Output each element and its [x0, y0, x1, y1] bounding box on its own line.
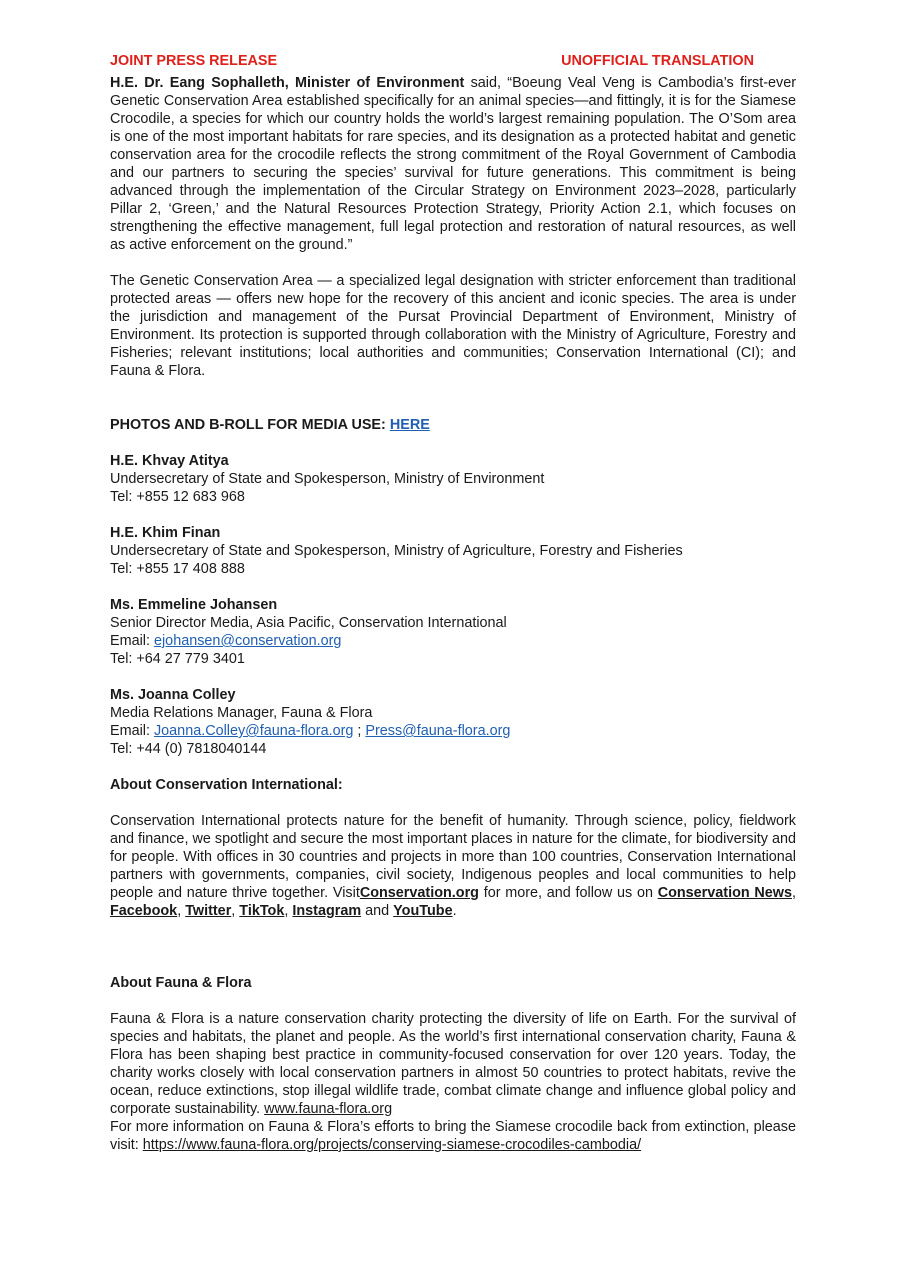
contact-email-line [110, 722, 796, 740]
about-ci-title: About Conservation International: [110, 777, 343, 793]
contact-email-line [110, 632, 796, 650]
email-link[interactable]: ejohansen@conservation.org [153, 633, 342, 649]
header-unofficial-translation: UNOFFICIAL TRANSLATION [561, 53, 754, 69]
youtube-link[interactable]: YouTube [393, 903, 453, 919]
media-line [110, 416, 796, 434]
contact-tel: Tel: +855 12 683 968 [110, 489, 245, 505]
fauna-flora-site-link[interactable]: www.fauna-flora.org [264, 1101, 393, 1117]
about-ci-end-text: . [452, 903, 457, 919]
about-ci-mid-text: for more, and follow us on [478, 885, 653, 901]
contact-tel: Tel: +44 (0) 7818040144 [110, 741, 267, 757]
contact-block [110, 452, 796, 506]
contact-block [110, 686, 796, 758]
about-ci-and-text: and [361, 903, 390, 919]
about-ff-more-text: For more information on Fauna & Flora’s efforts to bring the Siamese crocodile back from extinction, please visit: [110, 1119, 796, 1153]
contact-role: Undersecretary of State and Spokesperson, Ministry of Environment [110, 471, 545, 487]
tiktok-link[interactable]: TikTok [239, 903, 285, 919]
contact-role: Senior Director Media, Asia Pacific, Conservation International [110, 615, 507, 631]
press-email-link[interactable]: Press@fauna-flora.org [365, 723, 511, 739]
contact-tel: Tel: +64 27 779 3401 [110, 651, 245, 667]
siamese-crocodile-project-link[interactable]: https://www.fauna-flora.org/projects/conserving-siamese-crocodiles-cambodia/ [142, 1137, 642, 1153]
conservation-news-link[interactable]: Conservation News [657, 885, 792, 901]
email-label: Email: [110, 723, 154, 739]
header-joint-press-release: JOINT PRESS RELEASE [110, 53, 278, 69]
conservation-org-link[interactable]: Conservation.org [359, 885, 479, 901]
media-here-link[interactable]: HERE [389, 417, 430, 433]
contact-name: Ms. Joanna Colley [110, 687, 236, 703]
quote-text: said, “Boeung Veal Veng is Cambodia’s first-ever Genetic Conservation Area established specifically for an animal species—and fittingly, it is for the Siamese Crocodile, a species for which our country holds the world’s largest remaining population. The O’Som area is one of the most important habitats for rare species, and its designation as a protected habitat and genetic conservation area for the crocodile reflects the strong commitment of the Royal Government of Cambodia and our partners to securing the species’ survival for future generations. This commitment is being advanced through the implementation of the Circular Strategy on Environment 2023–2028, particularly Pillar 2, ‘Green,’ and the Natural Resources Protection Strategy, Priority Action 2.1, which focuses on strengthening the effective management, full legal protection and restoration of natural resources, as well as active enforcement on the ground.” [110, 75, 796, 253]
page-header [110, 52, 796, 70]
contact-role: Media Relations Manager, Fauna & Flora [110, 705, 373, 721]
minister-quote-paragraph [110, 74, 796, 254]
contact-block [110, 524, 796, 578]
about-ff-more-paragraph [110, 1118, 796, 1154]
gca-paragraph: The Genetic Conservation Area — a specialized legal designation with stricter enforcement than traditional protected areas — offers new hope for the recovery of this ancient and iconic species. The area is under the jurisdiction and management of the Pursat Provincial Department of Environment, Ministry of Environment. Its protection is supported through collaboration with the Ministry of Agriculture, Forestry and Fisheries; relevant institutions; local authorities and communities; Conservation International (CI); and Fauna & Flora. [110, 273, 796, 379]
contact-block [110, 596, 796, 668]
about-ci-text: Conservation International protects nature for the benefit of humanity. Through science, policy, fieldwork and finance, we spotlight and secure the most important places in nature for the climate, for biodiversity and for people. With offices in 30 countries and projects in more than 100 countries, Conservation International partners with governments, companies, civil society, Indigenous peoples and local communities to help people and nature thrive together. Visit [110, 813, 796, 901]
contact-role: Undersecretary of State and Spokesperson, Ministry of Agriculture, Forestry and Fisheries [110, 543, 683, 559]
contact-tel: Tel: +855 17 408 888 [110, 561, 245, 577]
email-label: Email: [110, 633, 154, 649]
email-link[interactable]: Joanna.Colley@fauna-flora.org [153, 723, 354, 739]
about-ff-title: About Fauna & Flora [110, 975, 252, 991]
about-ff-text: Fauna & Flora is a nature conservation charity protecting the diversity of life on Earth. For the survival of species and habitats, the planet and people. As the world’s first international conservation charity, Fauna & Flora has been shaping best practice in community-focused conservation for over 120 years. Today, the charity works closely with local conservation partners in almost 50 countries to protect habitats, revive the ocean, reduce extinctions, stop illegal wildlife trade, combat climate change and influence global policy and corporate sustainability. [110, 1011, 796, 1117]
email-separator: ; [353, 723, 366, 739]
facebook-link[interactable]: Facebook [110, 903, 178, 919]
media-label: PHOTOS AND B-ROLL FOR MEDIA USE: [110, 417, 390, 433]
contact-name: H.E. Khim Finan [110, 525, 221, 541]
twitter-link[interactable]: Twitter [185, 903, 232, 919]
contact-name: Ms. Emmeline Johansen [110, 597, 278, 613]
instagram-link[interactable]: Instagram [292, 903, 362, 919]
about-ci-paragraph: Conservation International protects nature for the benefit of humanity. Through science, policy, fieldwork and finance, we spotlight and secure the most important places in nature for the climate, for biodiversity and for people. With offices in 30 countries and projects in more than 100 countries, Conservation International partners with governments, companies, civil society, Indigenous peoples and local communities to help people and nature thrive together. VisitConservation.org for more, and follow us on Conservation News, Facebook, Twitter, TikTok, Instagram and YouTube. [110, 813, 796, 919]
contact-name: H.E. Khvay Atitya [110, 453, 229, 469]
about-ff-paragraph [110, 1010, 796, 1118]
quote-speaker: H.E. Dr. Eang Sophalleth, Minister of Environment [110, 75, 465, 91]
document-page [110, 52, 796, 1154]
